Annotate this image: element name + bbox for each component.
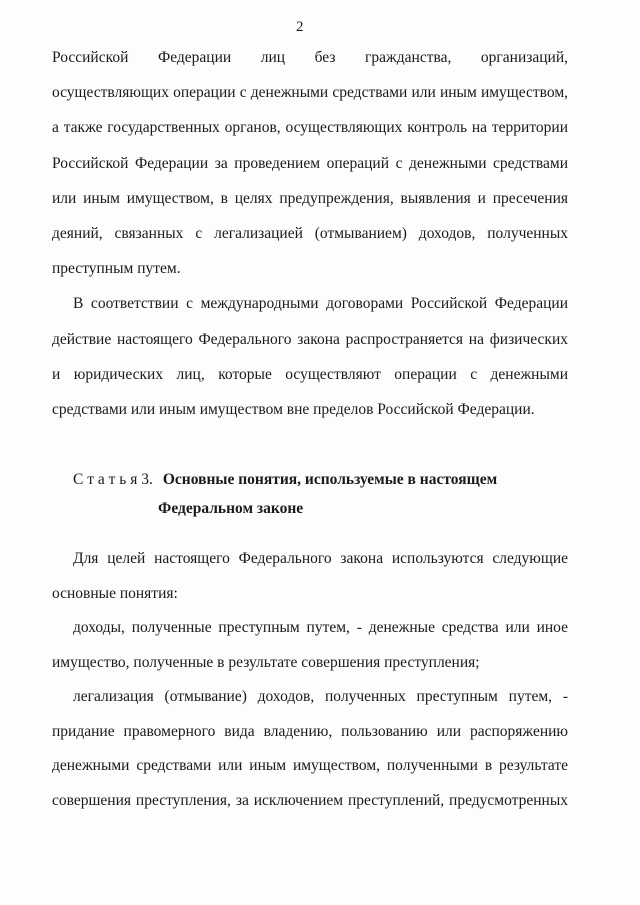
paragraph-definition-legalizacija [52,680,568,818]
text-line: имущество, полученные в результате совершения преступления; [52,653,480,671]
text-line: действие настоящего Федерального закона распространяется на физических [52,330,568,348]
text-line: или иным имуществом, в целях предупреждения, выявления и пресечения [52,189,568,207]
text-line: преступным путем. [52,260,181,278]
text-line: денежными средствами или иным имуществом, полученными в результате [52,757,568,775]
text-line: доходы, полученные преступным путем, - денежные средства или иное [73,619,568,637]
text-column [52,40,568,818]
paragraph-definitions-intro [52,542,568,611]
text-line: а также государственных органов, осуществляющих контроль на территории [52,119,568,137]
text-line: Российской Федерации лиц без гражданства, организаций, [52,49,568,66]
text-line: придание правомерного вида владению, пользованию или распоряжению [52,722,568,740]
text-line: совершения преступления, за исключением преступлений, предусмотренных [52,791,568,809]
heading-title-text: Основные понятия, используемые в настоящем [162,471,498,489]
text-line: деяний, связанных с легализацией (отмыванием) доходов, полученных [52,225,568,243]
text-line: легализация (отмывание) доходов, полученных преступным путем, - [73,688,568,706]
text-line: основные понятия: [52,584,178,602]
heading-article-label: С т а т ь я 3. [73,471,153,489]
text-line: средствами или иным имуществом вне пределов Российской Федерации. [52,401,535,419]
text-line: В соответствии с международными договорами Российской Федерации [73,295,568,313]
article-3-heading [52,465,568,523]
text-line: Для целей настоящего Федерального закона используются следующие [73,550,568,568]
page-number: 2 [296,19,304,35]
paragraph-international-treaties [52,286,568,427]
text-line: и юридических лиц, которые осуществляют операции с денежными [52,365,568,383]
paragraph-definition-dohody [52,611,568,680]
text-line [52,465,568,494]
text-line: Российской Федерации за проведением операций с денежными средствами [52,154,568,172]
text-line: Федеральном законе [158,500,304,518]
paragraph-scope-continuation [52,40,568,286]
text-line: осуществляющих операции с денежными средствами или иным имуществом, [52,84,568,102]
